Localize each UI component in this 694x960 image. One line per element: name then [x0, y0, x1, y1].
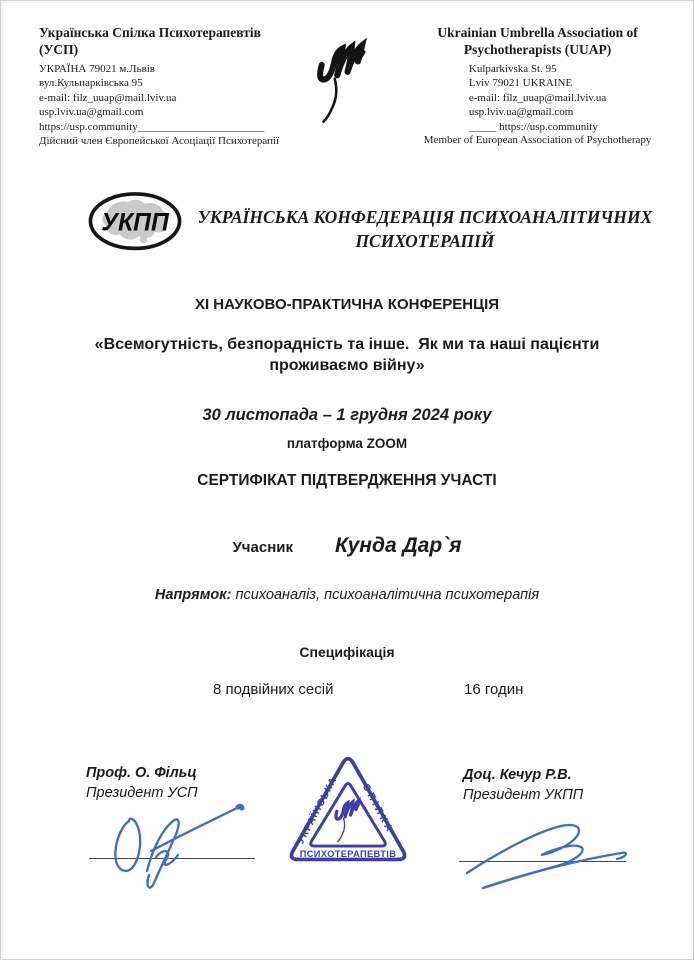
stamp-text-left: УКРАЇНСЬКА	[295, 775, 340, 846]
conference-topic: «Всемогутність, безпорадність та інше. Як ми та наші пацієнти проживаємо війну»	[94, 335, 600, 375]
stamp-center-monogram-icon	[336, 801, 359, 842]
signer-left-title: Президент УСП	[86, 785, 198, 801]
website-line: https://usp.community_______________________	[39, 120, 265, 133]
direction-line	[1, 587, 693, 603]
participant-row	[1, 534, 693, 558]
signature-kechur-icon	[449, 801, 639, 896]
signer-right-name: Доц. Кечур Р.В.	[463, 767, 572, 783]
ukpp-logo	[87, 189, 183, 260]
address-line: вул.Кульпарківська 95	[39, 77, 143, 90]
address-line: Lviv 79021 UKRAINE	[468, 77, 573, 90]
direction-value: психоаналіз, психоаналітична психотерапія	[231, 587, 540, 604]
org-name-ua: Українська Спілка Психотерапевтів (УСП)	[39, 25, 261, 57]
certificate-heading: СЕРТИФІКАТ ПІДТВЕРДЖЕННЯ УЧАСТІ	[197, 472, 497, 490]
specification-heading: Специфікація	[299, 644, 395, 661]
signature-filts-icon	[93, 787, 263, 895]
letterhead	[1, 1, 693, 149]
usp-triangular-stamp	[285, 751, 411, 870]
letterhead-left-block	[39, 25, 294, 149]
signer-right-title: Президент УКПП	[463, 787, 584, 803]
stamp-text-right: СПІЛКА	[359, 781, 396, 836]
address-line: Kulparkivska St. 95	[468, 62, 557, 75]
svg-text:УКРАЇНСЬКА	[296, 775, 340, 846]
email-line: e-mail: filz_uuap@mail.lviv.ua	[39, 91, 177, 104]
ukpp-logo-text: УКПП	[101, 209, 169, 237]
usp-brush-monogram-icon	[294, 25, 408, 149]
membership-line: Дійсний член Європейської Асоціації Психотерапії	[39, 135, 280, 148]
org-name-en: Ukrainian Umbrella Association of Psychotherapists (UUAP)	[437, 25, 638, 57]
conference-platform: платформа ZOOM	[286, 436, 408, 452]
signer-right-block	[463, 767, 583, 803]
email-line: usp.lviv.ua@gmail.com	[39, 106, 144, 119]
spec-hours: 16 годин	[464, 681, 524, 699]
address-line: УКРАЇНА 79021 м.Львів	[39, 62, 155, 75]
participant-label: Учасник	[232, 539, 293, 557]
spec-sessions: 8 подвійних сесій	[213, 681, 334, 699]
stamp-text-bottom: ПСИХОТЕРАПЕВТІВ	[299, 848, 397, 859]
specification-row	[1, 681, 693, 701]
conference-heading: ХІ НАУКОВО-ПРАКТИЧНА КОНФЕРЕНЦІЯ	[194, 295, 500, 313]
confederation-title: УКРАЇНСЬКА КОНФЕДЕРАЦІЯ ПСИХОАНАЛІТИЧНИХ ПСИХОТЕРАПІЙ	[197, 206, 653, 252]
signer-left-name: Проф. О. Фільц	[86, 765, 197, 781]
letterhead-right-block	[408, 25, 667, 149]
confederation-header	[1, 189, 693, 260]
participant-name: Кунда Дар`я	[334, 534, 462, 558]
email-line: usp.lviv.ua@gmail.com	[468, 106, 574, 119]
conference-date: 30 листопада – 1 грудня 2024 року	[202, 406, 492, 425]
svg-text:ПСИХОТЕРАПЕВТІВ	[300, 849, 397, 859]
direction-label: Напрямок:	[154, 587, 232, 604]
email-line: e-mail: filz_uuap@mail.lviv.ua	[468, 91, 607, 104]
website-line: _____ https://usp.community	[468, 120, 598, 133]
membership-line: Member of European Association of Psychotherapy	[423, 134, 652, 147]
